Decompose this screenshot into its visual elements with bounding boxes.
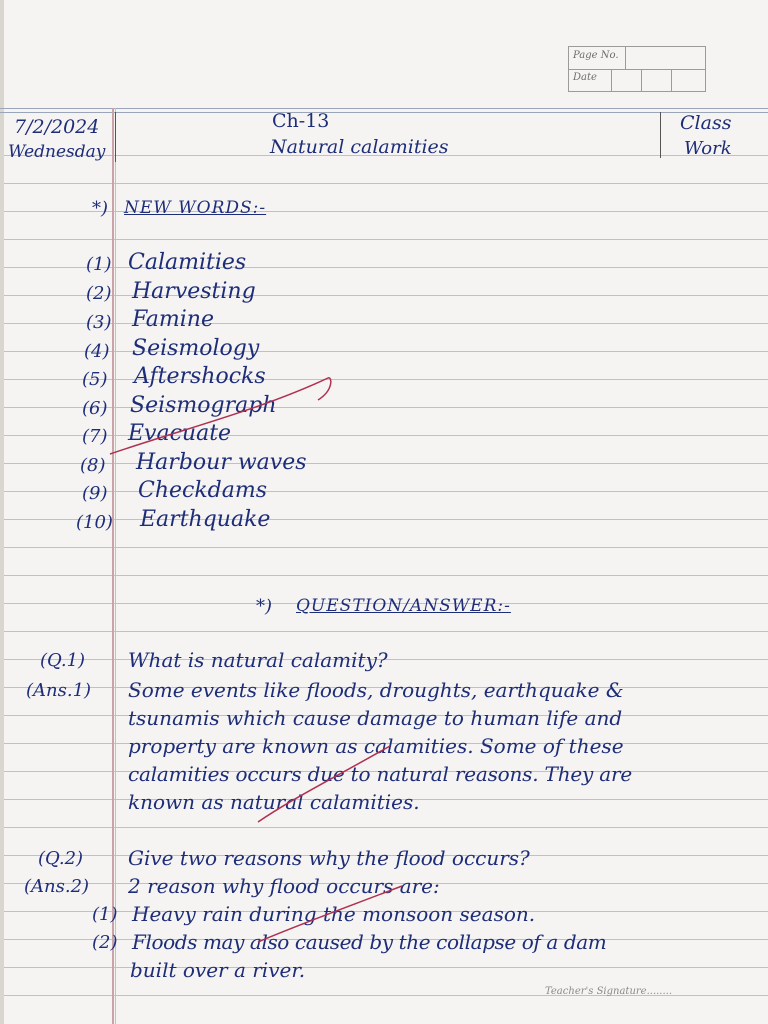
answer-1-line: calamities occurs due to natural reasons. They are [128,762,632,786]
date-row [569,69,705,91]
teacher-check-mark-2 [250,740,400,830]
word-item: Checkdams [138,478,268,503]
word-item: Seismograph [130,393,277,418]
answer-1-label: (Ans.1) [26,680,92,701]
page-binding-edge [0,0,4,1024]
word-num: (8) [80,455,106,476]
date-label: Date [573,72,597,83]
question-2-label: (Q.2) [38,848,84,869]
word-item: Harvesting [132,279,256,304]
work-label: Work [684,138,732,159]
class-label: Class [680,112,732,134]
answer-1-line: property are known as calamities. Some of these [128,734,624,758]
answer-1-line: Some events like floods, droughts, earthquake & [128,678,624,702]
word-num: (1) [86,254,112,275]
question-1-text: What is natural calamity? [128,648,388,672]
answer-2-point: Floods may also caused by the collapse of a dam [132,930,607,954]
word-num: (9) [82,483,108,504]
teacher-check-mark-3 [250,880,410,950]
teacher-check-mark [100,370,340,460]
question-1-label: (Q.1) [40,650,86,671]
header-divider-right [660,112,661,158]
new-words-bullet: *) [92,198,109,219]
teacher-signature: Teacher's Signature........ [545,986,673,997]
answer-2-label: (Ans.2) [24,876,90,897]
new-words-heading: NEW WORDS:- [124,198,267,218]
word-num: (10) [76,512,113,533]
qa-heading: QUESTION/ANSWER:- [296,596,511,616]
page-no-row [569,47,705,70]
word-item: Earthquake [140,507,271,532]
header-divider-left [115,112,116,162]
qa-bullet: *) [256,596,273,617]
word-item: Evacuate [128,421,232,446]
word-item: Calamities [128,250,247,275]
word-item: Harbour waves [136,450,307,475]
page-no-label: Page No. [573,50,619,61]
word-num: (5) [82,369,108,390]
question-2-text: Give two reasons why the flood occurs? [128,846,530,870]
answer-2-intro: 2 reason why flood occurs are: [128,874,440,898]
answer-2-point-num: (1) [92,904,118,925]
word-item: Seismology [132,336,260,361]
entry-day: Wednesday [8,142,106,162]
word-num: (2) [86,283,112,304]
entry-date: 7/2/2024 [14,116,100,138]
chapter-number: Ch-13 [272,110,330,132]
answer-2-last-line: built over a river. [130,958,306,982]
answer-2-point: Heavy rain during the monsoon season. [132,902,536,926]
word-num: (6) [82,398,108,419]
word-num: (7) [82,426,108,447]
word-num: (4) [84,341,110,362]
word-item: Famine [132,307,214,332]
answer-1-line: tsunamis which cause damage to human life and [128,706,623,730]
margin-line-inner [115,108,116,1024]
word-item: Aftershocks [134,364,266,389]
page-date-box [568,46,706,92]
word-num: (3) [86,312,112,333]
answer-2-point-num: (2) [92,932,118,953]
chapter-title: Natural calamities [270,136,449,158]
margin-line [112,108,114,1024]
answer-1-line: known as natural calamities. [128,790,420,814]
